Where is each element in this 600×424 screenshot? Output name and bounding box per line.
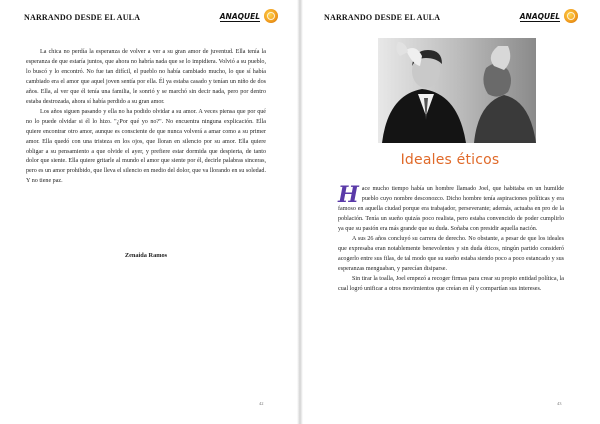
article-paragraph-2: A sus 26 años concluyó su carrera de derecho. No obstante, a pesar de que los ideales que expresaba eran notablemente benevolentes y sin duda éticos, ningún partido consideró acogerlo entre sus filas, de tal modo que su sueño estaba siendo poco a poco estancado y sus esperanzas menguaban, y parecían disiparse. bbox=[338, 235, 564, 272]
story-paragraph-1: La chica no perdía la esperanza de volver a ver a su gran amor de juventud. Ella tenía la esperanza de que estaría juntos, que ahora no habría nada que se lo impidiera. Volvió a su pueblo, lo buscó y lo encontró. No fue tan difícil, el pueblo no había cambiado mucho, lo que sí había cambiado era el amor que aquel joven sentía por ella. Él ya estaba casado y tenían un niño de dos años. Ella, al ver que él tenía una familia, le sonrió y se marchó sin decir nada, pero por dentro estaba destrozada, ahora sí había perdido a su gran amor. bbox=[26, 49, 266, 105]
header-title: NARRANDO DESDE EL AULA bbox=[324, 13, 441, 22]
story-text bbox=[26, 48, 266, 187]
page-number-right: 43 bbox=[557, 401, 562, 406]
page-number-left: 42 bbox=[259, 401, 264, 406]
author-signature: Zenaida Ramos bbox=[124, 252, 168, 259]
article-photo bbox=[378, 38, 536, 143]
right-header bbox=[324, 12, 578, 26]
article-paragraph-1-text: ace mucho tiempo había un hombre llamado Joel, que habitaba en un humilde pueblo cuyo nombre desconozco. Dicho hombre tenía aspiraciones políticas y era famoso en aquella ciudad porque era trabajador, perseverante; además, actuaba en pro de la población. Tenía un sueño quizás poco realista, pero estaba convencido de poder cumplirlo ya que su pasión era más grande que su duda. Soñaba con presidir aquella nación. bbox=[338, 186, 564, 232]
left-header bbox=[24, 12, 278, 26]
orange-circle-logo-icon bbox=[264, 9, 278, 23]
book-spine bbox=[297, 0, 303, 424]
right-page bbox=[300, 0, 600, 424]
header-title: NARRANDO DESDE EL AULA bbox=[24, 13, 141, 22]
story-paragraph-2: Los años siguen pasando y ella no ha podido olvidar a su amor. A veces piensa que por qué no lo puede olvidar si él lo hizo. "¿Por qué yo no?". No encuentra ninguna explicación. Ella quiere encontrar otro amor, aunque es consciente de que nunca volverá a amar como a su primer amor. Ella quedó con una tristeza en los ojos, que lloran en silencio por su amor. Ella quiere obligar a su pensamiento a que olvide el ayer, y prefiere estar dormida que despierta, de tanto dolor que siente. Ella quiere gritarle al mundo el amor que siente por él, decirle palabras sinceras, pero es un amor prohibido, que lleva el silencio en medio del dolor, que va llorando en su soledad. Y no tiene paz. bbox=[26, 108, 266, 185]
brand-label: ANAQUEL bbox=[519, 12, 560, 21]
orange-circle-logo-icon bbox=[564, 9, 578, 23]
brand-label: ANAQUEL bbox=[219, 12, 260, 21]
article-text bbox=[338, 182, 565, 294]
drop-cap: H bbox=[338, 182, 359, 208]
article-title: Ideales éticos bbox=[400, 152, 500, 168]
article-paragraph-1 bbox=[338, 182, 564, 235]
article-paragraph-3: Sin tirar la toalla, Joel empezó a recoger firmas para crear su propio entidad política, la cual logró unificar a otros movimientos que creían en él y compartían sus intereses. bbox=[338, 275, 565, 292]
